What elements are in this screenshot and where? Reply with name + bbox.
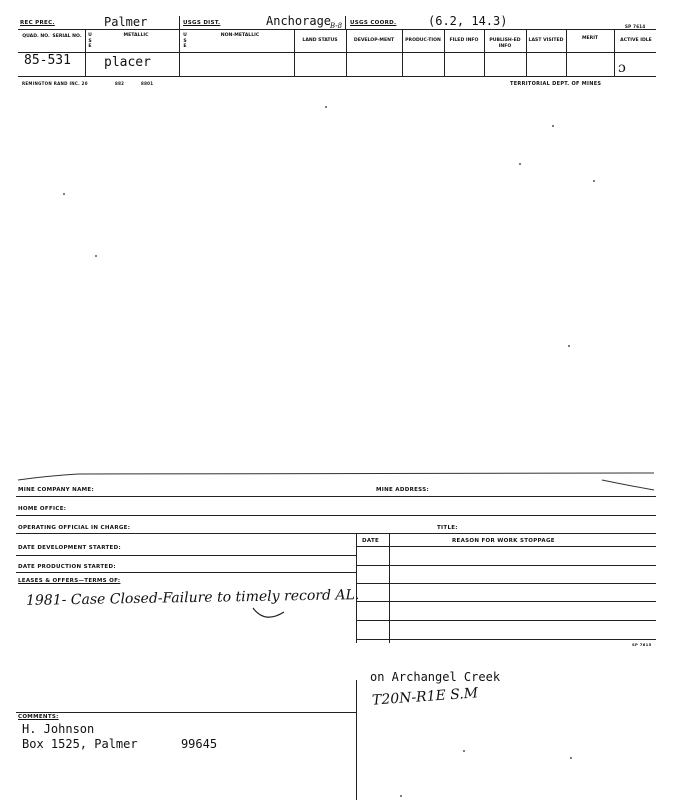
mine-company-label: MINE COMPANY NAME: xyxy=(18,487,94,493)
divider xyxy=(85,29,86,76)
rule xyxy=(16,515,656,516)
rec-prec-label: REC PREC. xyxy=(20,20,55,26)
rule xyxy=(356,546,656,547)
title-label: TITLE: xyxy=(437,525,458,531)
rule xyxy=(356,639,656,640)
divider xyxy=(566,29,567,76)
divider xyxy=(356,680,357,800)
divider xyxy=(484,29,485,76)
comments-label: COMMENTS: xyxy=(18,714,59,720)
speck xyxy=(463,750,465,752)
note-underline-mark xyxy=(250,606,290,624)
col-merit: MERIT xyxy=(581,36,599,41)
speck xyxy=(568,345,570,347)
comments-line-1: H. Johnson xyxy=(22,722,95,736)
rule xyxy=(16,555,356,556)
divider xyxy=(345,16,346,30)
leases-label: LEASES & OFFERS—TERMS OF: xyxy=(18,578,121,584)
printer-code-2: 8801 xyxy=(141,81,154,86)
usgs-coord-value: (6.2, 14.3) xyxy=(428,14,508,28)
rec-prec-value: Palmer xyxy=(104,15,148,29)
col-development: DEVELOP-MENT xyxy=(353,38,395,43)
rule xyxy=(356,565,656,566)
divider xyxy=(526,29,527,76)
col-metallic-use: U S E xyxy=(88,33,92,49)
col-quad-no: QUAD. NO. xyxy=(22,34,50,39)
rule xyxy=(16,496,656,497)
department-label: TERRITORIAL DEPT. OF MINES xyxy=(510,81,602,87)
location-typed: on Archangel Creek xyxy=(370,670,501,684)
col-last-visited: LAST VISITED xyxy=(528,38,564,43)
speck xyxy=(570,757,572,759)
form-number: SP 7614 xyxy=(625,24,646,29)
rule xyxy=(356,620,656,621)
divider xyxy=(614,29,615,76)
divider xyxy=(294,29,295,76)
divider xyxy=(346,29,347,76)
col-land-status: LAND STATUS xyxy=(302,38,338,43)
col-nonmetallic: NON-METALLIC xyxy=(220,33,260,38)
divider xyxy=(402,29,403,76)
rule xyxy=(356,583,656,584)
speck xyxy=(325,106,327,108)
col-filed-info: FILED INFO xyxy=(449,38,479,43)
form-number-lower: SP 7615 xyxy=(632,642,652,647)
reason-col-header: REASON FOR WORK STOPPAGE xyxy=(452,538,555,544)
handwritten-note: 1981- Case Closed-Failure to timely record AL. xyxy=(25,587,360,609)
speck xyxy=(519,163,521,165)
usgs-coord-label: USGS COORD. xyxy=(350,20,397,26)
divider xyxy=(444,29,445,76)
printer-imprint: REMINGTON RAND INC. 20 xyxy=(22,81,88,86)
rule xyxy=(18,76,656,77)
divider xyxy=(356,533,357,643)
col-active-idle: ACTIVE IDLE xyxy=(620,38,652,43)
date-col-header: DATE xyxy=(362,538,380,544)
speck xyxy=(63,193,65,195)
divider xyxy=(389,533,390,643)
speck xyxy=(400,795,402,797)
divider xyxy=(179,16,180,76)
comments-line-2: Box 1525, Palmer 99645 xyxy=(22,737,218,751)
col-nonmetallic-use: U S E xyxy=(183,33,187,49)
metallic-value: placer xyxy=(104,55,151,70)
mine-address-label: MINE ADDRESS: xyxy=(376,487,429,493)
operating-official-label: OPERATING OFFICIAL IN CHARGE: xyxy=(18,525,131,531)
rule xyxy=(356,601,656,602)
usgs-dist-value: Anchorage xyxy=(266,14,332,28)
quad-serial-value: 85-531 xyxy=(24,53,71,68)
col-metallic: METALLIC xyxy=(123,33,149,38)
location-handwritten: T20N-R1E S.M xyxy=(371,685,479,709)
col-production: PRODUC-TION xyxy=(405,38,441,43)
rule xyxy=(16,712,356,713)
usgs-dist-note: B-8 xyxy=(330,22,343,30)
prod-started-label: DATE PRODUCTION STARTED: xyxy=(18,564,116,570)
col-serial-no: SERIAL NO. xyxy=(52,34,82,39)
home-office-label: HOME OFFICE: xyxy=(18,506,67,512)
dev-started-label: DATE DEVELOPMENT STARTED: xyxy=(18,545,121,551)
rule xyxy=(16,572,356,573)
speck xyxy=(552,125,554,127)
rule xyxy=(18,52,656,53)
usgs-dist-label: USGS DIST. xyxy=(183,20,221,26)
rule xyxy=(16,533,656,534)
printer-code-1: 882 xyxy=(115,81,125,86)
speck xyxy=(593,180,595,182)
active-idle-mark: ɔ xyxy=(618,60,626,76)
col-published-info: PUBLISH-ED INFO xyxy=(489,38,521,49)
speck xyxy=(95,255,97,257)
